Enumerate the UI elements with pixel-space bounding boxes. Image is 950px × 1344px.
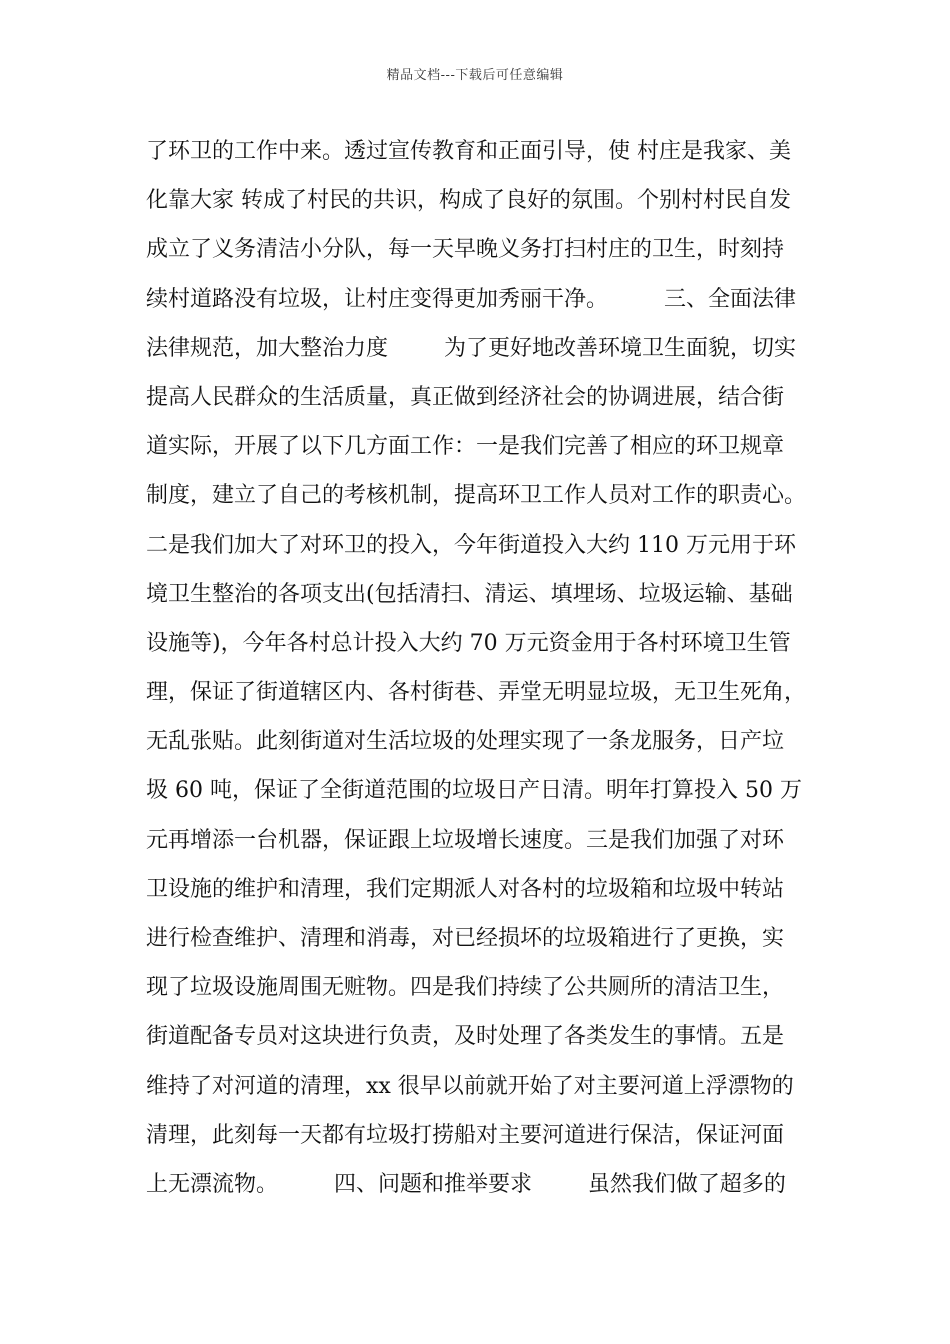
- text-line: 现了垃圾设施周围无赃物。四是我们持续了公共厕所的清洁卫生，: [146, 975, 785, 1001]
- text-line: 法律规范，加大整治力度 为了更好地改善环境卫生面貌，切实: [146, 335, 796, 361]
- text-line: 提高人民群众的生活质量，真正做到经济社会的协调进展，结合街: [146, 384, 785, 410]
- text-line: 理，保证了街道辖区内、各村街巷、弄堂无明显垃圾，无卫生死角，: [146, 680, 807, 706]
- text-line: 进行检查维护、清理和消毒，对已经损坏的垃圾箱进行了更换，实: [146, 926, 785, 951]
- text-line: 制度，建立了自己的考核机制，提高环卫工作人员对工作的职责心。: [146, 483, 807, 509]
- text-line: 圾 60 吨，保证了全街道范围的垃圾日产日清。明年打算投入 50 万: [146, 778, 802, 804]
- text-line: 了环卫的工作中来。透过宣传教育和正面引导，使 村庄是我家、美: [146, 139, 791, 164]
- text-line: 续村道路没有垃圾，让村庄变得更加秀丽干净。 三、全面法律: [146, 286, 796, 312]
- text-line: 化靠大家 转成了村民的共识，构成了良好的氛围。个别村村民自发: [146, 188, 791, 214]
- text-line: 元再增添一台机器，保证跟上垃圾增长速度。三是我们加强了对环: [146, 827, 785, 853]
- text-line: 境卫生整治的各项支出(包括清扫、清运、填埋场、垃圾运输、基础: [146, 581, 793, 607]
- text-line: 无乱张贴。此刻街道对生活垃圾的处理实现了一条龙服务，日产垃: [146, 729, 785, 755]
- text-line: 设施等)，今年各村总计投入大约 70 万元资金用于各村环境卫生管: [146, 630, 791, 656]
- text-line: 上无漂流物。 四、问题和推举要求 虽然我们做了超多的: [146, 1171, 786, 1197]
- text-line: 二是我们加大了对环卫的投入，今年街道投入大约 110 万元用于环: [146, 532, 796, 558]
- text-line: 清理，此刻每一天都有垃圾打捞船对主要河道进行保洁，保证河面: [146, 1122, 785, 1148]
- text-line: 街道配备专员对这块进行负责，及时处理了各类发生的事情。五是: [146, 1024, 785, 1050]
- body-text: [146, 132, 836, 1214]
- text-line: 成立了义务清洁小分队，每一天早晚义务打扫村庄的卫生，时刻持: [146, 237, 785, 263]
- text-line: 维持了对河道的清理，xx 很早以前就开始了对主要河道上浮漂物的: [146, 1073, 794, 1099]
- page-header: 精品文档---下载后可任意编辑: [386, 68, 564, 83]
- text-line: 卫设施的维护和清理，我们定期派人对各村的垃圾箱和垃圾中转站: [146, 876, 785, 902]
- text-line: 道实际，开展了以下几方面工作：一是我们完善了相应的环卫规章: [146, 434, 785, 460]
